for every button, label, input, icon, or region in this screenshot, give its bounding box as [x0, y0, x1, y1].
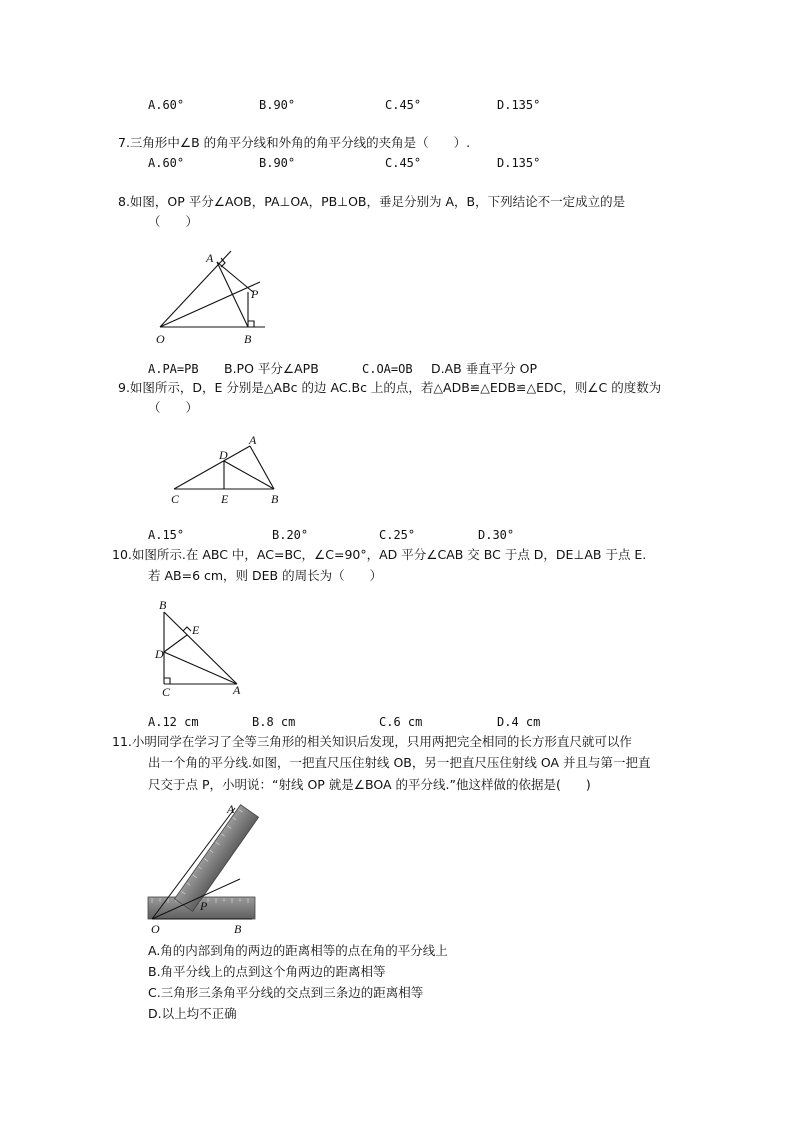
- q10-option-d: D.4 cm: [497, 715, 541, 729]
- q9-label-c: C: [171, 492, 180, 506]
- q9-label-e: E: [221, 492, 229, 506]
- q9-option-d: D.30°: [478, 528, 515, 542]
- q10-label-d: D: [155, 647, 164, 661]
- q8-option-c: C.OA=OB: [362, 362, 413, 376]
- q6-option-c: C.45°: [385, 98, 422, 112]
- q7-option-d: D.135°: [497, 156, 541, 170]
- q9-label-a: A: [249, 433, 257, 447]
- q11-stem-line2: 出一个角的平分线.如图，一把直尺压住射线 OB，另一把直尺压住射线 OA 并且与第一把直: [148, 755, 651, 770]
- q10-stem-line1: 10.如图所示.在 ABC 中，AC=BC，∠C=90°，AD 平分∠CAB 交 BC 于点 D，DE⊥AB 于点 E.: [112, 547, 647, 562]
- q11-stem-line1: 11.小明同学在学习了全等三角形的相关知识后发现，只用两把完全相同的长方形直尺就可以作: [112, 734, 632, 749]
- q9-option-a: A.15°: [148, 528, 185, 542]
- q9-label-b: B: [271, 492, 279, 506]
- q11-label-o: O: [151, 922, 160, 936]
- q8-option-b: B.PO 平分∠APB: [224, 361, 319, 376]
- q7-stem: 7.三角形中∠B 的角平分线和外角的角平分线的夹角是（ ）.: [118, 135, 471, 150]
- q10-label-e: E: [192, 623, 200, 637]
- q8-answer-paren: （ ）: [148, 214, 199, 229]
- q10-option-c: C.6 cm: [379, 715, 423, 729]
- q11-option-a: A.角的内部到角的两边的距离相等的点在角的平分线上: [148, 943, 448, 958]
- q8-label-a: A: [206, 251, 214, 265]
- q8-stem: 8.如图，OP 平分∠AOB，PA⊥OA，PB⊥OB，垂足分别为 A，B，下列结论不一定成立的是: [118, 194, 626, 209]
- q8-label-o: O: [156, 332, 165, 346]
- q9-option-c: C.25°: [379, 528, 416, 542]
- q7-option-a: A.60°: [148, 156, 185, 170]
- q9-answer-paren: （ ）: [148, 400, 199, 415]
- q11-option-d: D.以上均不正确: [148, 1006, 237, 1021]
- q8-option-d: D.AB 垂直平分 OP: [431, 361, 538, 376]
- q10-label-a: A: [233, 683, 241, 697]
- q10-label-c: C: [162, 685, 171, 699]
- q11-ruler-tilted: [175, 805, 259, 912]
- q6-option-d: D.135°: [497, 98, 541, 112]
- q11-option-c: C.三角形三条角平分线的交点到三条边的距离相等: [148, 985, 424, 1000]
- q10-option-b: B.8 cm: [252, 715, 296, 729]
- q9-option-b: B.20°: [272, 528, 309, 542]
- q9-stem: 9.如图所示，D，E 分别是△ABc 的边 AC.Bc 上的点，若△ADB≌△EDB≌△EDC，则∠C 的度数为: [118, 380, 662, 395]
- q11-label-b: B: [234, 922, 242, 936]
- q11-option-b: B.角平分线上的点到这个角两边的距离相等: [148, 964, 386, 979]
- q10-option-a: A.12 cm: [148, 715, 199, 729]
- q6-option-b: B.90°: [259, 98, 296, 112]
- q7-option-c: C.45°: [385, 156, 422, 170]
- q8-option-a: A.PA=PB: [148, 362, 199, 376]
- q8-label-b: B: [244, 332, 252, 346]
- q10-label-b: B: [159, 598, 167, 612]
- q11-label-p: P: [200, 899, 208, 913]
- q8-label-p: P: [251, 287, 259, 301]
- q10-stem-line2: 若 AB=6 cm，则 DEB 的周长为（ ）: [148, 568, 383, 583]
- q9-label-d: D: [219, 448, 228, 462]
- q11-label-a: A: [227, 802, 235, 816]
- q7-option-b: B.90°: [259, 156, 296, 170]
- q6-option-a: A.60°: [148, 98, 185, 112]
- q11-stem-line3: 尺交于点 P，小明说：“射线 OP 就是∠BOA 的平分线.”他这样做的依据是( ): [148, 777, 591, 792]
